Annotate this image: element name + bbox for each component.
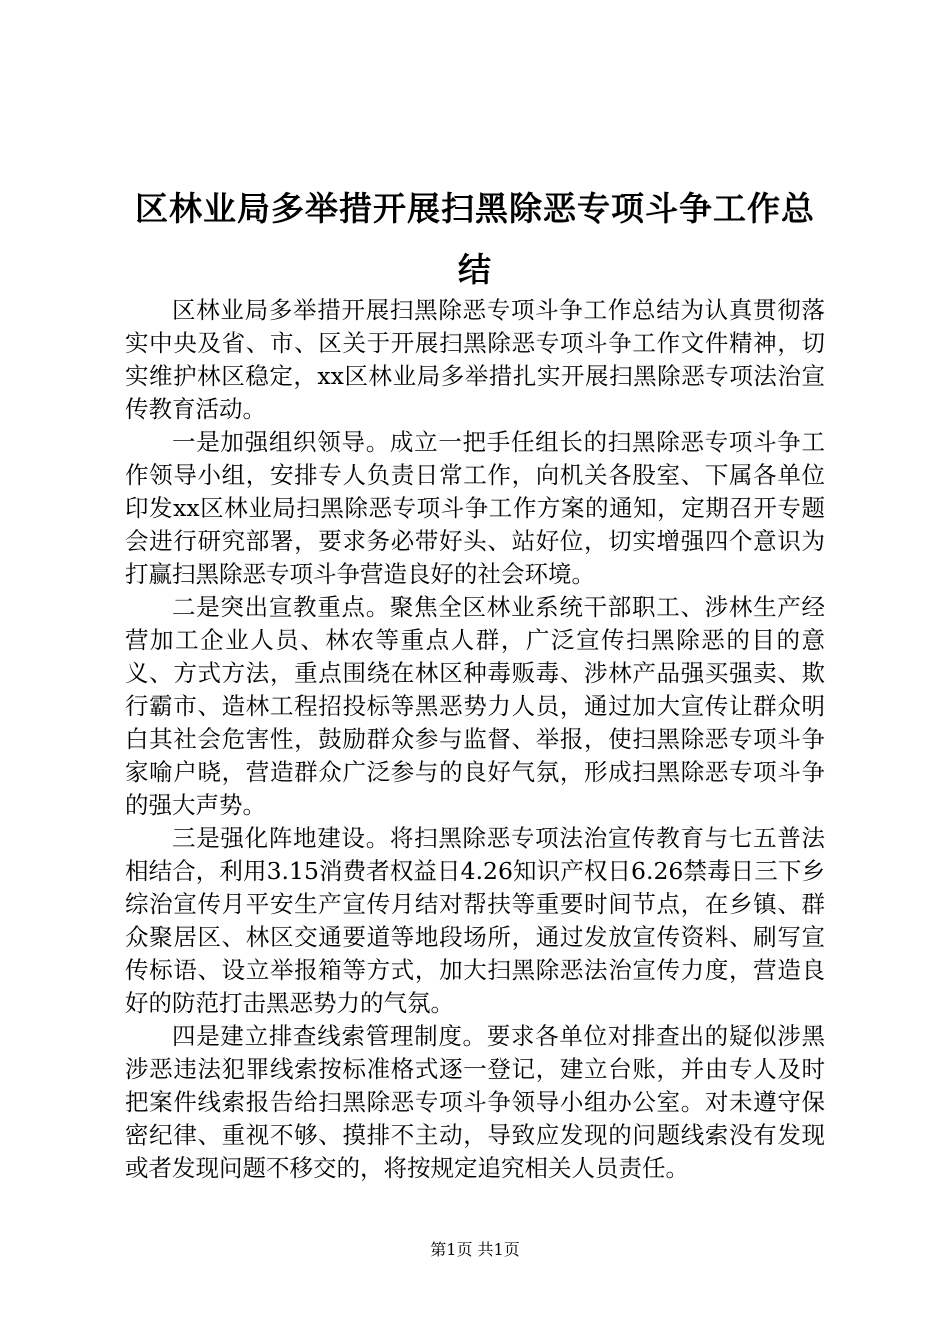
paragraph-position-building: 三是强化阵地建设。将扫黑除恶专项法治宣传教育与七五普法相结合，利用3.15消费者权益日4.26知识产权日6.26禁毒日三下乡综治宣传月平安生产宣传月结对帮扶等重要时间节点，在乡镇、群众聚居区、林区交通要道等地段场所，通过发放宣传资料、刷写宣传标语、设立举报箱等方式，加大扫黑除恶法治宣传力度，营造良好的防范打击黑恶势力的气氛。 xyxy=(125,824,825,1017)
paragraph-intro: 区林业局多举措开展扫黑除恶专项斗争工作总结为认真贯彻落实中央及省、市、区关于开展扫黑除恶专项斗争工作文件精神，切实维护林区稳定，xx区林业局多举措扎实开展扫黑除恶专项法治宣传教育活动。 xyxy=(125,296,825,423)
paragraph-clue-management: 四是建立排查线索管理制度。要求各单位对排查出的疑似涉黑涉恶违法犯罪线索按标准格式逐一登记，建立台账，并由专人及时把案件线索报告给扫黑除恶专项斗争领导小组办公室。对未遵守保密纪律、重视不够、摸排不主动，导致应发现的问题线索没有发现或者发现问题不移交的，将按规定追究相关人员责任。 xyxy=(125,1022,825,1182)
page-footer: 第1页 共1页 xyxy=(430,1240,520,1259)
paragraph-organization: 一是加强组织领导。成立一把手任组长的扫黑除恶专项斗争工作领导小组，安排专人负责日常工作，向机关各股室、下属各单位印发xx区林业局扫黑除恶专项斗争工作方案的通知，定期召开专题会进行研究部署，要求务必带好头、站好位，切实增强四个意识为打赢扫黑除恶专项斗争营造良好的社会环境。 xyxy=(125,428,825,588)
document-body xyxy=(125,294,825,1185)
paragraph-publicity: 二是突出宣教重点。聚焦全区林业系统干部职工、涉林生产经营加工企业人员、林农等重点人群，广泛宣传扫黑除恶的目的意义、方式方法，重点围绕在林区种毒贩毒、涉林产品强买强卖、欺行霸市、造林工程招投标等黑恶势力人员，通过加大宣传让群众明白其社会危害性，鼓励群众参与监督、举报，使扫黑除恶专项斗争家喻户晓，营造群众广泛参与的良好气氛，形成扫黑除恶专项斗争的强大声势。 xyxy=(125,593,825,819)
document-title: 区林业局多举措开展扫黑除恶专项斗争工作总结 xyxy=(135,189,815,289)
